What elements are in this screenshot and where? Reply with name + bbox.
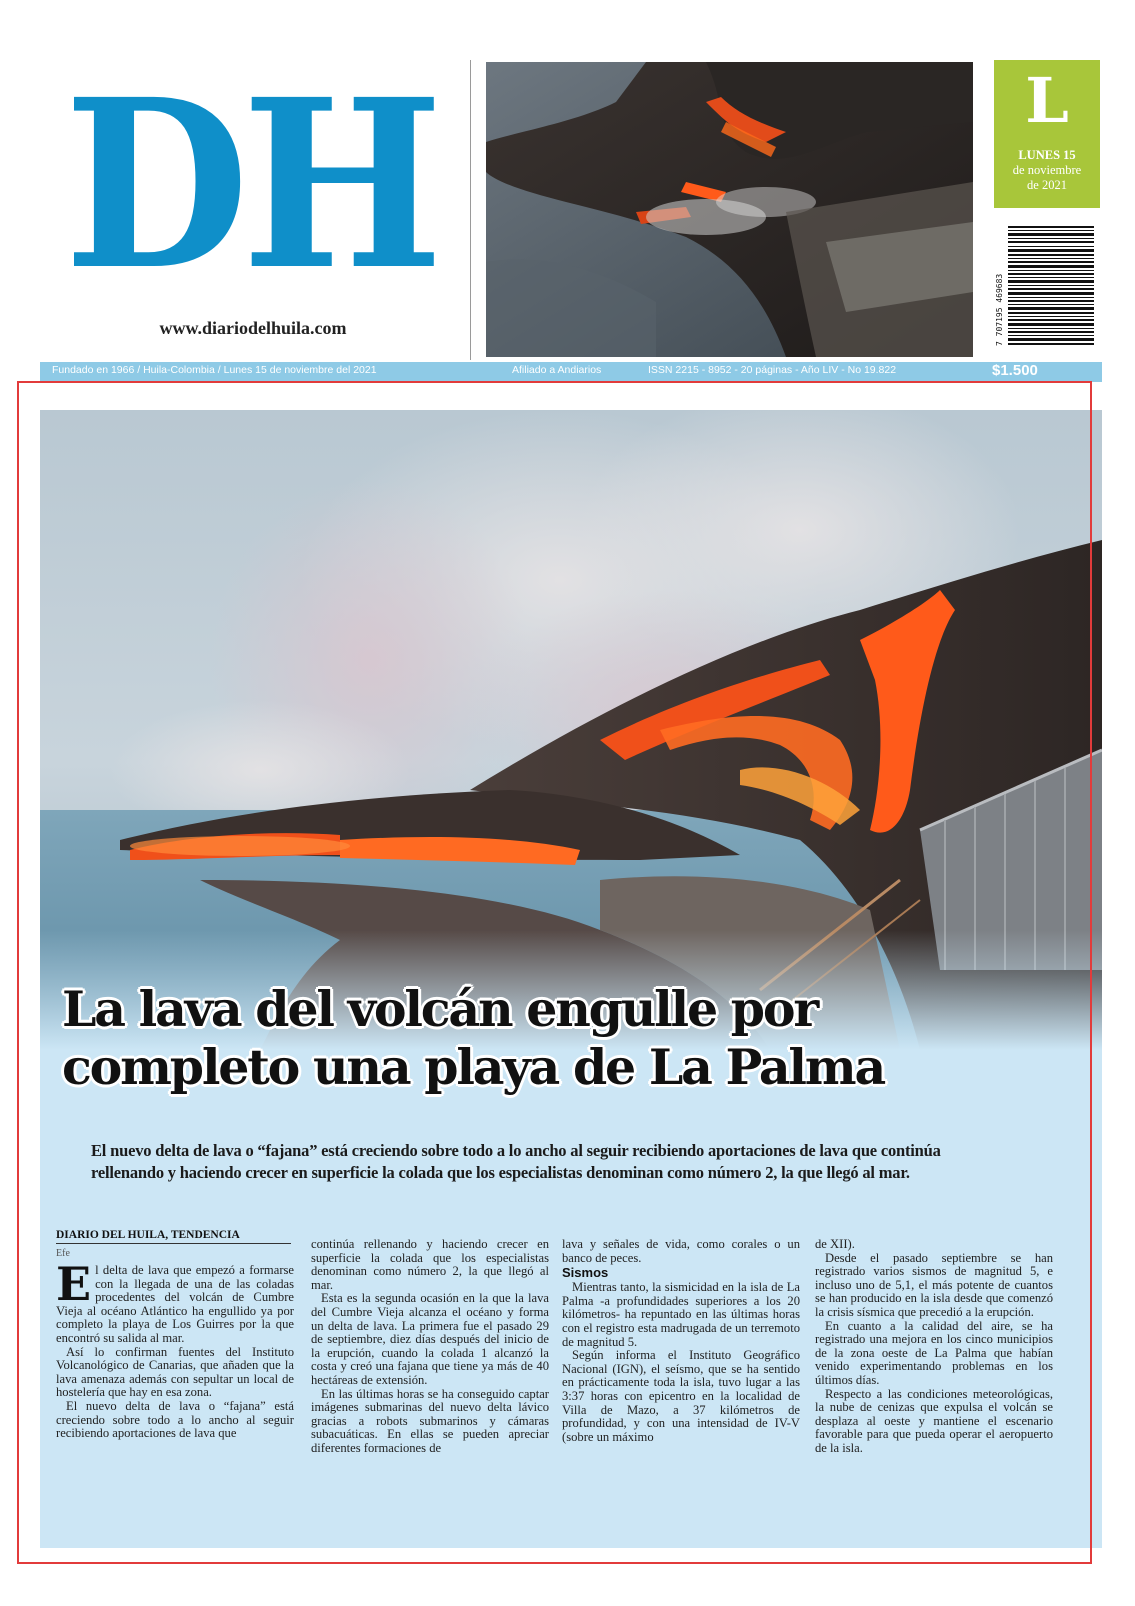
selection-frame <box>17 381 1092 1564</box>
article-paragraph: Así lo confirman fuentes del Instituto Volcanológico de Canarias, que añaden que la lava amenaza además con sepultar un local de hostelería que hay en esa zona. <box>56 1344 294 1400</box>
issn-text: ISSN 2215 - 8952 - 20 páginas - Año LIV - No 19.822 <box>648 364 897 376</box>
edition-box <box>994 60 1100 208</box>
article-paragraph: Según informa el Instituto Geográfico Nacional (IGN), el seísmo, que se ha sentido en prácticamente toda la isla, tuvo lugar a las 3:37 horas con epicentro en la localidad de Villa de Mazo, a 37 kilómetros de profundidad, y con una intensidad de IV-V (sobre un máximo <box>562 1348 800 1444</box>
byline-agency: Efe <box>56 1248 70 1259</box>
article-paragraph: Mientras tanto, la sismicidad en la isla de La Palma -a profundidades superiores a los 20 kilómetros- ha repuntado en las últimas horas con el registro esta madrugada de un terremoto de magnitud 5. <box>562 1280 800 1349</box>
article-paragraph: Desde el pasado septiembre se han registrado varios sismos de magnitud 5, e incluso uno de 5,1, el más potente de cuantos se han producido en la isla desde que comenzó la crisis sísmica que precedió a la erupción. <box>815 1250 1053 1319</box>
headline-line-1: La lava del volcán engulle por <box>62 980 817 1038</box>
edition-date-line1: de noviembre <box>1012 163 1082 177</box>
drop-cap: E <box>56 1257 92 1311</box>
section-subhead: Sismos <box>562 1265 609 1281</box>
edition-date <box>994 148 1100 193</box>
founded-text: Fundado en 1966 / Huila-Colombia / Lunes 15 de noviembre del 2021 <box>52 364 377 376</box>
article-paragraph: lava y señales de vida, como corales o un banco de peces. <box>562 1237 800 1265</box>
barcode <box>994 220 1100 350</box>
aerial-lava-photo <box>486 62 973 357</box>
info-bar <box>40 362 1102 382</box>
affiliate-text: Afiliado a Andiarios <box>512 364 602 376</box>
article-paragraph: En las últimas horas se ha conseguido captar imágenes submarinas del nuevo delta lávico gracias a robots submarinos y cámaras subacuáticas. En ellas se pueden apreciar diferentes formaciones de <box>311 1386 549 1455</box>
site-url-link[interactable]: www.diariodelhuila.com <box>159 318 347 338</box>
article-paragraph: En cuanto a la calidad del aire, se ha registrado una mejora en los cinco municipios de la zona oeste de La Palma que habían venido experimentando problemas en los últimos días. <box>815 1318 1053 1387</box>
headline-line-2: completo una playa de La Palma <box>62 1038 885 1096</box>
article-paragraph: El delta de lava que empezó a formarse con la llegada de una de las coladas procedentes del volcán de Cumbre Vieja al océano Atlántico ha engullido ya por completo la playa de Los Guirres por la que encontró su salida al mar. <box>56 1257 294 1345</box>
article-paragraph: El nuevo delta de lava o “fajana” está creciendo sobre todo a lo ancho al seguir recibiendo aportaciones de lava que <box>56 1398 294 1441</box>
article-paragraph: continúa rellenando y haciendo crecer en superficie la colada que los especialistas denominan como número 2, la que llegó al mar. <box>311 1237 549 1292</box>
edition-date-line2: de 2021 <box>1027 178 1067 192</box>
article-paragraph: Respecto a las condiciones meteorológicas, la nube de cenizas que expulsa el volcán se desplaza al oeste y mantiene el escenario favorable para que pueda operar el aeropuerto de la isla. <box>815 1386 1053 1455</box>
masthead-divider <box>470 60 471 360</box>
article-paragraph: Esta es la segunda ocasión en la que la lava del Cumbre Vieja alcanza el océano y forma un delta de lava. La primera fue el pasado 29 de septiembre, diez días después del inicio de la erupción, cuando la colada 1 alcanzó la costa y creó una fajana que tiene ya más de 40 hectáreas de extensión. <box>311 1291 549 1387</box>
edition-letter: L <box>1025 64 1069 137</box>
byline: DIARIO DEL HUILA, TENDENCIA <box>56 1229 291 1244</box>
logo-text: DH <box>64 96 436 271</box>
edition-day: LUNES 15 <box>1018 148 1076 162</box>
barcode-number: 7 707195 469683 <box>995 273 1004 346</box>
price-text: $1.500 <box>992 362 1038 379</box>
newspaper-logo[interactable] <box>64 96 439 271</box>
article-paragraph: de XII). <box>815 1237 855 1251</box>
deck-summary: El nuevo delta de lava o “fajana” está creciendo sobre todo a lo ancho al seguir recibiendo aportaciones de lava que continúa rellenando y haciendo crecer en superficie la colada que los especialistas denominan como número 2, la que llegó al mar. <box>91 1141 941 1182</box>
